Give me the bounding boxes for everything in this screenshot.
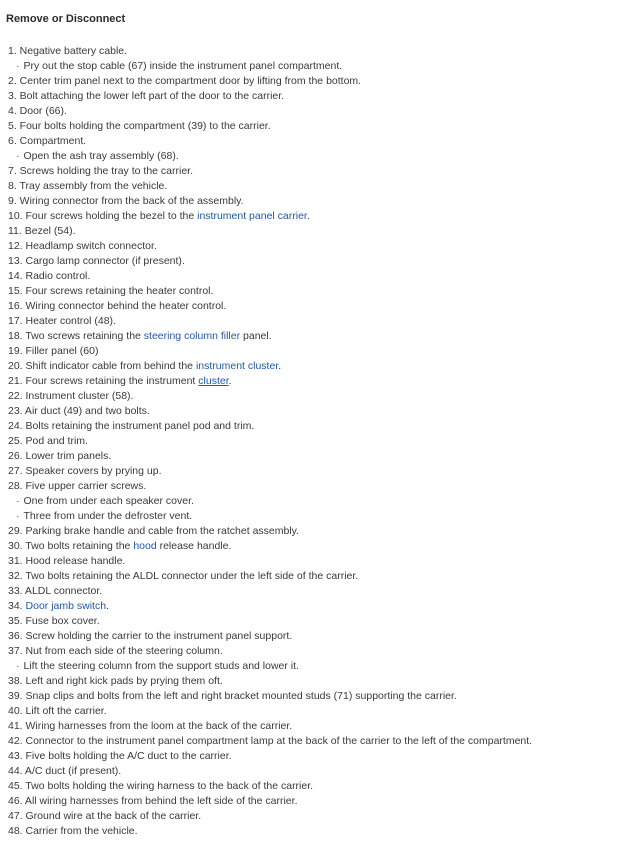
step-text: 20. Shift indicator cable from behind the <box>8 360 196 372</box>
step-item <box>0 194 532 209</box>
step-text: 39. Snap clips and bolts from the left and right bracket mounted studs (71) supporting the carrier. <box>8 690 457 702</box>
procedure-steps-list <box>0 44 532 839</box>
step-item <box>0 284 532 299</box>
step-item <box>0 104 532 119</box>
step-item <box>0 779 532 794</box>
step-item <box>0 119 532 134</box>
step-text: 40. Lift oft the carrier. <box>8 705 107 717</box>
step-text: . <box>278 360 282 372</box>
step-item <box>0 74 532 89</box>
step-text: panel. <box>240 330 272 342</box>
step-text: . <box>306 210 310 222</box>
step-item <box>0 224 532 239</box>
step-text: 13. Cargo lamp connector (if present). <box>8 255 185 267</box>
step-item <box>0 254 532 269</box>
step-item <box>0 584 532 599</box>
sub-step <box>0 59 532 74</box>
step-item <box>0 599 532 614</box>
step-text: release handle. <box>156 540 232 552</box>
step-item <box>0 704 532 719</box>
step-item <box>0 749 532 764</box>
step-link[interactable]: instrument panel carrier <box>197 210 307 222</box>
step-link[interactable]: steering column filler <box>143 330 241 342</box>
step-item <box>0 404 532 419</box>
step-item <box>0 794 532 809</box>
step-text: 44. A/C duct (if present). <box>8 765 122 777</box>
step-item <box>0 554 532 569</box>
step-item <box>0 824 532 839</box>
step-text: . <box>228 375 232 387</box>
bullet-icon: · <box>16 510 20 522</box>
step-text: 5. Four bolts holding the compartment (39) to the carrier. <box>8 120 271 132</box>
step-text: 1. Negative battery cable. <box>8 45 128 57</box>
step-link[interactable]: hood <box>133 540 157 552</box>
step-text: One from under each speaker cover. <box>23 495 194 507</box>
step-item <box>0 314 532 329</box>
step-item <box>0 239 532 254</box>
step-text: 47. Ground wire at the back of the carrier. <box>8 810 202 822</box>
step-item <box>0 344 532 359</box>
step-text: 26. Lower trim panels. <box>8 450 112 462</box>
step-text: 34. <box>8 600 26 612</box>
bullet-icon: · <box>16 60 20 72</box>
step-item <box>0 674 532 689</box>
step-text: 9. Wiring connector from the back of the assembly. <box>8 195 244 207</box>
step-item <box>0 524 532 539</box>
bullet-icon: · <box>16 660 20 672</box>
step-item <box>0 629 532 644</box>
step-text: 41. Wiring harnesses from the loom at the back of the carrier. <box>8 720 293 732</box>
step-text: 37. Nut from each side of the steering column. <box>8 645 223 657</box>
step-item <box>0 809 532 824</box>
step-text: 6. Compartment. <box>8 135 87 147</box>
step-item <box>0 179 532 194</box>
step-item <box>0 89 532 104</box>
step-text: 48. Carrier from the vehicle. <box>8 825 138 837</box>
step-text: 4. Door (66). <box>8 105 67 117</box>
step-text: 31. Hood release handle. <box>8 555 126 567</box>
step-link[interactable]: Door jamb switch <box>25 600 107 612</box>
step-text: 8. Tray assembly from the vehicle. <box>8 180 168 192</box>
step-text: 23. Air duct (49) and two bolts. <box>8 405 150 417</box>
step-text: 17. Heater control (48). <box>8 315 116 327</box>
step-item <box>0 44 532 59</box>
step-item <box>0 359 532 374</box>
step-text: 30. Two bolts retaining the <box>8 540 134 552</box>
step-item <box>0 719 532 734</box>
step-item <box>0 434 532 449</box>
step-item <box>0 464 532 479</box>
step-text: 12. Headlamp switch connector. <box>8 240 157 252</box>
step-text: 15. Four screws retaining the heater control. <box>8 285 214 297</box>
step-text: 45. Two bolts holding the wiring harness to the back of the carrier. <box>8 780 314 792</box>
step-text: Lift the steering column from the support studs and lower it. <box>23 660 299 672</box>
step-text: 43. Five bolts holding the A/C duct to the carrier. <box>8 750 232 762</box>
step-text: 29. Parking brake handle and cable from the ratchet assembly. <box>8 525 300 537</box>
step-item <box>0 299 532 314</box>
step-text: . <box>106 600 109 612</box>
step-link[interactable]: instrument cluster <box>195 360 279 372</box>
step-item <box>0 539 532 554</box>
step-text: 14. Radio control. <box>8 270 91 282</box>
step-item <box>0 644 532 659</box>
step-item <box>0 209 532 224</box>
step-item <box>0 449 532 464</box>
bullet-icon: · <box>16 150 20 162</box>
step-text: 27. Speaker covers by prying up. <box>8 465 162 477</box>
step-item <box>0 734 532 749</box>
step-text: 21. Four screws retaining the instrument <box>8 375 199 387</box>
step-text: 46. All wiring harnesses from behind the left side of the carrier. <box>8 795 298 807</box>
step-text: 25. Pod and trim. <box>8 435 88 447</box>
step-text: 18. Two screws retaining the <box>8 330 144 342</box>
step-text: 42. Connector to the instrument panel compartment lamp at the back of the carrier to the left of the compartment. <box>8 735 533 747</box>
step-text: 33. ALDL connector. <box>8 585 103 597</box>
step-text: 22. Instrument cluster (58). <box>8 390 134 402</box>
step-text: 10. Four screws holding the bezel to the <box>8 210 198 222</box>
step-text: 16. Wiring connector behind the heater control. <box>8 300 227 312</box>
step-text: 7. Screws holding the tray to the carrier. <box>8 165 194 177</box>
step-text: 38. Left and right kick pads by prying them oft. <box>8 675 223 687</box>
step-item <box>0 269 532 284</box>
bullet-icon: · <box>16 495 20 507</box>
sub-step <box>0 509 532 524</box>
step-item <box>0 329 532 344</box>
step-text: 11. Bezel (54). <box>8 225 76 237</box>
step-item <box>0 374 532 389</box>
step-item <box>0 614 532 629</box>
step-item <box>0 164 532 179</box>
step-text: Open the ash tray assembly (68). <box>23 150 179 162</box>
step-item <box>0 389 532 404</box>
step-text: 32. Two bolts retaining the ALDL connector under the left side of the carrier. <box>8 570 359 582</box>
step-text: Pry out the stop cable (67) inside the instrument panel compartment. <box>23 60 343 72</box>
step-text: 19. Filler panel (60) <box>8 345 99 357</box>
sub-step <box>0 494 532 509</box>
step-item <box>0 479 532 494</box>
sub-step <box>0 659 532 674</box>
step-item <box>0 569 532 584</box>
step-item <box>0 689 532 704</box>
step-text: 28. Five upper carrier screws. <box>8 480 147 492</box>
step-item <box>0 134 532 149</box>
step-link[interactable]: cluster <box>198 375 229 387</box>
step-text: Three from under the defroster vent. <box>23 510 193 522</box>
step-text: 24. Bolts retaining the instrument panel pod and trim. <box>8 420 255 432</box>
step-text: 36. Screw holding the carrier to the instrument panel support. <box>8 630 293 642</box>
step-text: 35. Fuse box cover. <box>8 615 100 627</box>
sub-step <box>0 149 532 164</box>
step-text: 2. Center trim panel next to the compartment door by lifting from the bottom. <box>8 75 362 87</box>
step-item <box>0 764 532 779</box>
step-text: 3. Bolt attaching the lower left part of the door to the carrier. <box>8 90 285 102</box>
step-item <box>0 419 532 434</box>
section-heading: Remove or Disconnect <box>6 13 126 25</box>
